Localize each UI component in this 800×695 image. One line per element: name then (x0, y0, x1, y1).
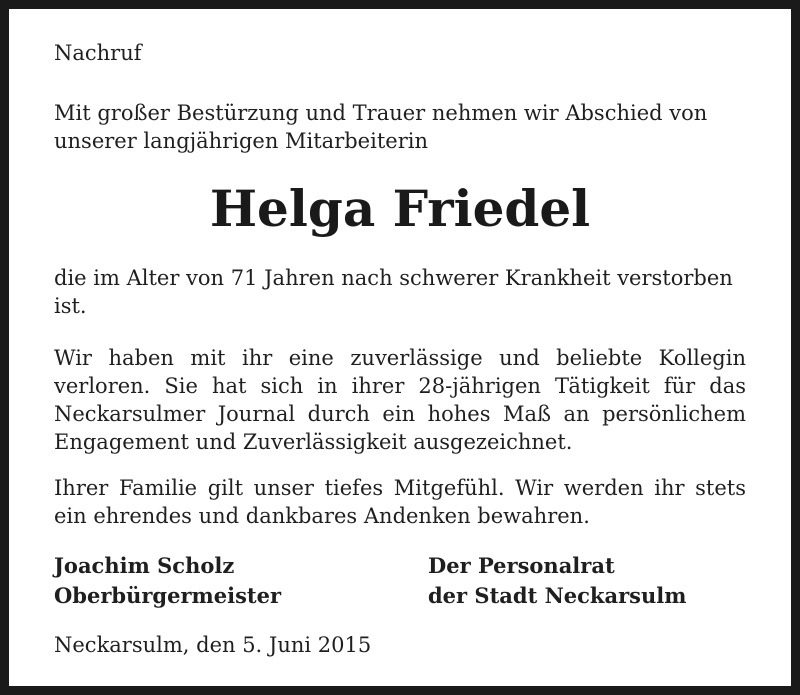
signature-mayor (54, 551, 414, 611)
signature-staff-council (428, 551, 746, 611)
place-date: Neckarsulm, den 5. Juni 2015 (54, 633, 372, 657)
signature-mayor-title: Oberbürgermeister (54, 583, 282, 608)
deceased-name: Helga Friedel (209, 179, 591, 238)
signature-mayor-name: Joachim Scholz (54, 553, 235, 578)
paragraph-tribute: Wir haben mit ihr eine zuverlässige und beliebte Kollegin verloren. Sie hat sich in ihrer 28-jährigen Tätigkeit für das Neckarsulmer Journal durch ein hohes Maß an persönlichem Engagement und Zuverlässigkeit ausgezeichnet. (54, 346, 746, 454)
signature-council-line2: der Stadt Neckarsulm (428, 583, 687, 608)
notice-content (54, 39, 746, 657)
paragraph-condolence: Ihrer Familie gilt unser tiefes Mitgefühl. Wir werden ihr stets ein ehrendes und dankbares Andenken bewahren. (54, 476, 746, 528)
signature-council-line1: Der Personalrat (428, 553, 615, 578)
intro-text: Mit großer Bestürzung und Trauer nehmen wir Abschied von unserer langjährigen Mitarbeiterin (54, 101, 708, 153)
paragraph-age: die im Alter von 71 Jahren nach schwerer Krankheit verstorben ist. (54, 266, 733, 318)
notice-heading: Nachruf (54, 41, 142, 65)
